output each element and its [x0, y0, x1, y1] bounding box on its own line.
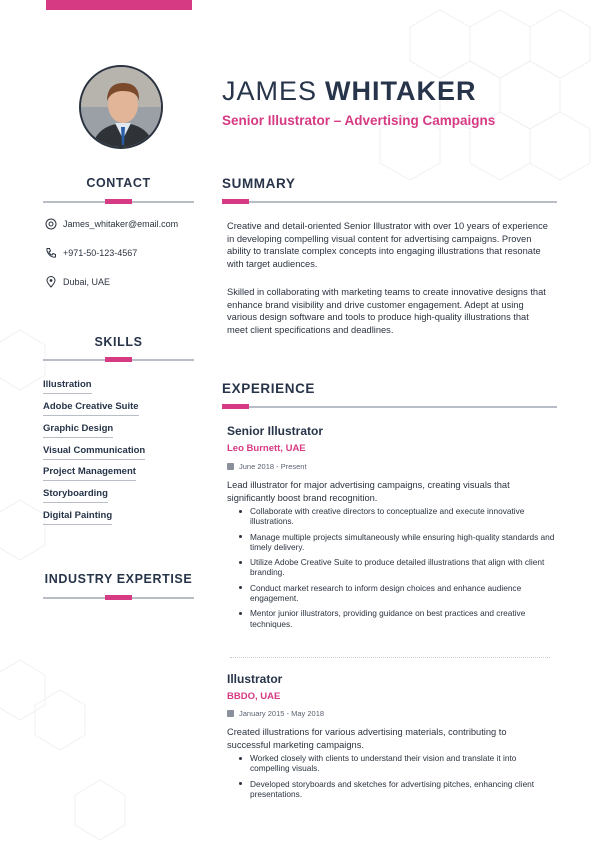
expertise-rule [43, 597, 194, 599]
phone-icon [45, 247, 57, 259]
top-accent-bar [46, 0, 192, 10]
calendar-icon [227, 463, 234, 470]
skill-item: Adobe Creative Suite [43, 401, 139, 416]
contact-email[interactable] [45, 218, 178, 230]
skill-item: Illustration [43, 379, 92, 394]
experience-rule [222, 406, 557, 408]
skill-item: Digital Painting [43, 510, 112, 525]
job-company: Leo Burnett, UAE [227, 443, 306, 454]
job-bullet: Manage multiple projects simultaneously while ensuring high-quality standards and timely delivery. [250, 531, 555, 552]
job-bullet: Mentor junior illustrators, providing guidance on best practices and creative techniques. [250, 608, 555, 629]
contact-heading: CONTACT [86, 176, 151, 190]
job-bullets [250, 753, 555, 804]
summary-paragraph-1: Creative and detail-oriented Senior Illustrator with over 10 years of experience in developing compelling visual content for advertising campaigns. Proven ability to translate complex concepts into engaging illustrations that resonate with target audiences. [227, 221, 548, 269]
job-title: Illustrator [227, 672, 283, 686]
job-bullet: Utilize Adobe Creative Suite to produce detailed illustrations that align with client branding. [250, 557, 555, 578]
job-dates-text: June 2018 - Present [239, 462, 307, 471]
full-name [222, 76, 477, 107]
job-bullet: Conduct market research to inform design choices and enhance audience engagement. [250, 583, 555, 604]
expertise-heading: INDUSTRY EXPERTISE [44, 572, 193, 586]
job-role: Senior Illustrator – Advertising Campaigns [222, 113, 496, 128]
rule-accent [222, 199, 249, 204]
skill-item: Graphic Design [43, 423, 113, 438]
email-text: James_whitaker@email.com [63, 219, 179, 229]
job-bullet: Collaborate with creative directors to conceptualize and execute innovative illustrations. [250, 506, 555, 527]
contact-phone[interactable] [45, 247, 137, 259]
phone-text: +971-50-123-4567 [63, 248, 138, 258]
location-text: Dubai, UAE [63, 277, 111, 287]
summary-heading: SUMMARY [222, 176, 296, 191]
job-bullet: Worked closely with clients to understand their vision and translate it into compelling visuals. [250, 753, 555, 774]
rule-accent [105, 357, 132, 362]
rule-accent [222, 404, 249, 409]
job-company: BBDO, UAE [227, 691, 281, 702]
job-title: Senior Illustrator [227, 424, 324, 438]
job-dates [227, 709, 324, 718]
skill-item: Visual Communication [43, 445, 145, 460]
job-description: Lead illustrator for major advertising campaigns, creating visuals that significantly boost brand recognition. [227, 480, 510, 503]
skills-rule [43, 359, 194, 361]
job-bullet: Developed storyboards and sketches for advertising pitches, enhancing client presentations. [250, 779, 555, 800]
skill-item: Storyboarding [43, 488, 108, 503]
skill-item: Project Management [43, 466, 136, 481]
skills-heading: SKILLS [94, 335, 143, 349]
job-description: Created illustrations for various advertising materials, contributing to successful marketing campaigns. [227, 727, 507, 750]
person-portrait-icon [81, 67, 163, 149]
contact-location [45, 276, 110, 288]
rule-accent [105, 199, 132, 204]
rule-accent [105, 595, 132, 600]
last-name: WHITAKER [325, 76, 477, 106]
summary-paragraph-2: Skilled in collaborating with marketing teams to create innovative designs that enhance brand visibility and drive customer engagement. Adept at using various design software and tools to produce high-quality illustrations that meet client specifications and deadlines. [227, 287, 546, 335]
experience-heading: EXPERIENCE [222, 381, 316, 396]
first-name: JAMES [222, 76, 318, 106]
job-divider [230, 657, 550, 658]
at-icon [45, 218, 57, 230]
summary-rule [222, 201, 557, 203]
profile-photo [79, 65, 163, 149]
location-pin-icon [45, 276, 57, 288]
job-bullets [250, 506, 555, 634]
job-dates-text: January 2015 - May 2018 [239, 709, 325, 718]
contact-rule [43, 201, 194, 203]
job-dates [227, 462, 307, 471]
calendar-icon [227, 710, 234, 717]
